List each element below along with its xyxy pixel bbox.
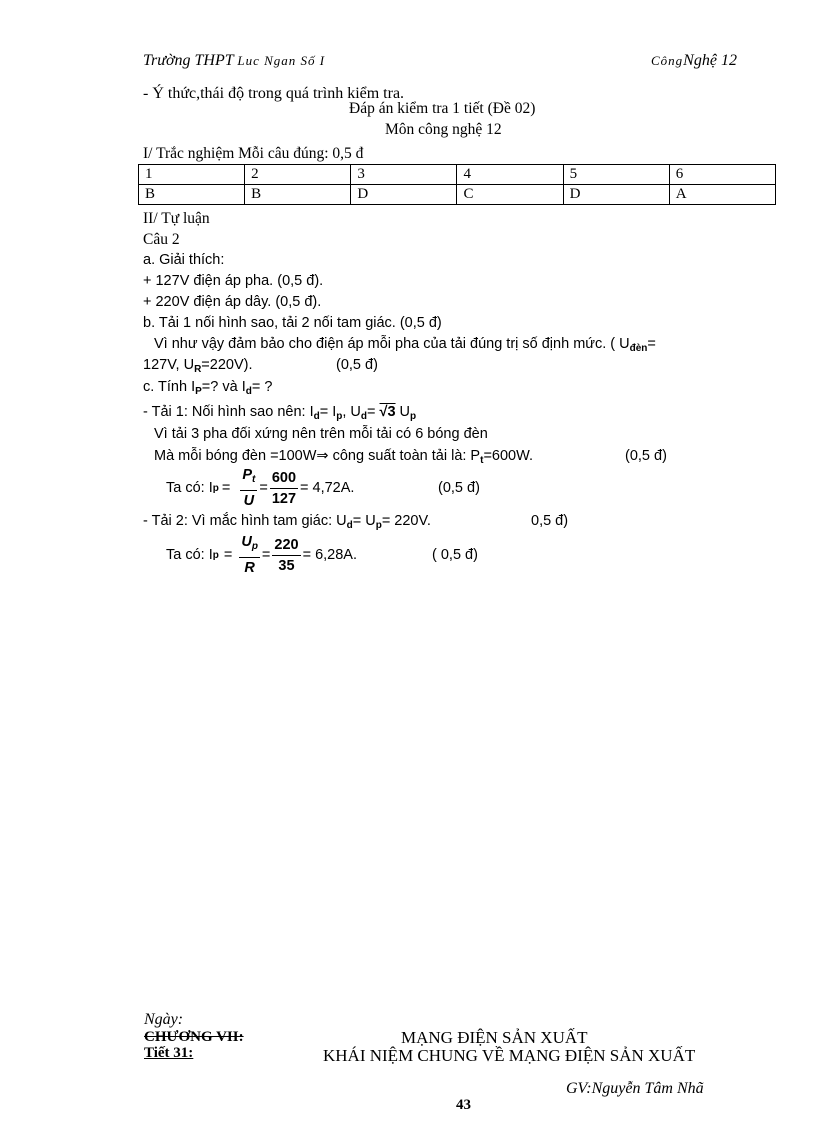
answer-table: [138, 164, 776, 205]
section-multiple-choice: I/ Trắc nghiệm Mỗi câu đúng: 0,5 đ: [143, 145, 364, 162]
subscript-p: p: [375, 520, 382, 531]
load1-text-c: , U: [342, 404, 361, 420]
fraction-numerator: 220: [272, 535, 300, 556]
ta-co-label: Ta có: I: [166, 480, 213, 496]
lesson-label: Tiết 31:: [144, 1045, 194, 1061]
ta-co-label: Ta có: I: [166, 547, 213, 563]
part-a-line1: + 127V điện áp pha. (0,5 đ).: [143, 273, 324, 289]
answer-key-title: Đáp án kiểm tra 1 tiết (Đề 02): [349, 100, 536, 117]
section-essay: II/ Tự luận: [143, 210, 210, 227]
part-b-score: (0,5 đ): [336, 357, 378, 373]
table-cell: A: [669, 185, 775, 205]
load2-text-c: = 220V.: [381, 513, 431, 529]
subscript-d: d: [245, 386, 252, 397]
header-subject-name: Nghệ 12: [683, 52, 737, 69]
formula-ip-load2: [166, 532, 357, 578]
header-school-name: Trường THPT: [143, 52, 234, 69]
header-school-suffix: Luc Ngan Số I: [237, 53, 326, 68]
part-a-label: a. Giải thích:: [143, 252, 225, 268]
equals-sign: =: [261, 547, 271, 563]
answer-key-subtitle: Môn công nghệ 12: [385, 121, 502, 138]
table-cell: D: [351, 185, 457, 205]
fraction-denominator: R: [244, 560, 255, 576]
part-b-line: b. Tải 1 nối hình sao, tải 2 nối tam giác. (0,5 đ): [143, 315, 442, 331]
table-cell: 2: [245, 165, 351, 185]
load2-text-a: - Tải 2: Vì mắc hình tam giác: U: [143, 513, 347, 529]
sqrt3-symbol: √3: [379, 404, 396, 420]
part-c-line: [143, 377, 272, 402]
fraction-up-over-r: [239, 532, 260, 578]
awareness-line: - Ý thức,thái độ trong quá trình kiểm tra.: [143, 85, 405, 102]
formula2-score: ( 0,5 đ): [432, 547, 478, 563]
header-subject-prefix: Công: [651, 53, 684, 68]
load1-line3-text: Mà mỗi bóng đèn =100W⇒ công suất toàn tải là: P: [154, 448, 481, 464]
lesson-title: KHÁI NIỆM CHUNG VỀ MẠNG ĐIỆN SẢN XUẤT: [323, 1046, 696, 1065]
fraction-pt-over-u: [240, 465, 257, 511]
header-subject: [651, 52, 737, 70]
fraction-numerator: [239, 532, 260, 558]
load1-line3-end: =600W.: [483, 448, 534, 464]
numerator-text: P: [242, 467, 252, 483]
subscript-t: t: [480, 455, 484, 466]
part-b-reason-text: Vì như vậy đảm bảo cho điện áp mỗi pha của tải đúng trị số định mức. ( U: [154, 336, 630, 352]
part-a-line2: + 220V điện áp dây. (0,5 đ).: [143, 294, 322, 310]
table-cell: B: [139, 185, 245, 205]
load1-line2: Vì tải 3 pha đối xứng nên trên mỗi tải có 6 bóng đèn: [154, 426, 488, 442]
table-cell: 3: [351, 165, 457, 185]
teacher-name: GV:Nguyễn Tâm Nhã: [566, 1080, 704, 1097]
subscript-den: đèn: [629, 343, 648, 354]
result-628: = 6,28A.: [302, 547, 358, 563]
fraction-numerator: 600: [270, 468, 298, 489]
load2-text-b: = U: [352, 513, 376, 529]
fraction-numerator: [240, 465, 257, 491]
fraction-denominator: 127: [271, 490, 297, 507]
chapter-title: MẠNG ĐIỆN SẢN XUẤT: [401, 1028, 588, 1047]
load1-text-e: U: [395, 404, 411, 420]
table-cell: 5: [563, 165, 669, 185]
table-cell: C: [457, 185, 563, 205]
question-label: Câu 2: [143, 231, 180, 248]
subscript-t: t: [252, 474, 256, 485]
fraction-220-over-35: [272, 535, 300, 576]
table-cell: D: [563, 185, 669, 205]
formula-ip-load1: [166, 466, 354, 510]
subscript-r: R: [194, 364, 202, 375]
subscript-p: p: [212, 482, 219, 494]
part-b-line2-text: 127V, U: [143, 357, 195, 373]
subscript-p: p: [212, 549, 219, 561]
fraction-denominator: U: [243, 493, 255, 509]
equals-sign: =: [221, 480, 231, 496]
part-c-text-a: c. Tính I: [143, 379, 196, 395]
equals-sign: =: [259, 480, 268, 496]
table-cell: 4: [457, 165, 563, 185]
subscript-p-upper: P: [195, 386, 202, 397]
chapter-label: CHƯƠNG VII:: [144, 1029, 244, 1045]
table-cell: B: [245, 185, 351, 205]
fraction-600-over-127: [270, 468, 298, 509]
subscript-p: p: [410, 411, 417, 422]
formula1-score: (0,5 đ): [438, 480, 480, 496]
part-b-reason-eq: =: [647, 336, 656, 352]
subscript-d: d: [346, 520, 353, 531]
subscript-p: p: [336, 411, 343, 422]
load1-text-b: = I: [319, 404, 337, 420]
date-label: Ngày:: [144, 1011, 184, 1028]
part-c-text-b: =? và I: [201, 379, 246, 395]
load2-score: 0,5 đ): [531, 513, 569, 529]
header-school: [143, 52, 325, 70]
subscript-d: d: [313, 411, 320, 422]
table-row-answers: [139, 185, 776, 205]
load1-score: (0,5 đ): [625, 448, 667, 464]
load1-text-a: - Tải 1: Nối hình sao nên: I: [143, 404, 314, 420]
fraction-denominator: 35: [278, 557, 295, 574]
table-cell: 1: [139, 165, 245, 185]
subscript-d: d: [360, 411, 367, 422]
table-row-numbers: [139, 165, 776, 185]
load1-text-d: =: [367, 404, 380, 420]
page-number: 43: [456, 1097, 471, 1113]
numerator-text: U: [241, 534, 252, 550]
table-cell: 6: [669, 165, 775, 185]
part-c-text-c: = ?: [251, 379, 273, 395]
subscript-p: p: [251, 541, 258, 552]
equals-sign: =: [223, 547, 233, 563]
part-b-line2-end: =220V).: [201, 357, 253, 373]
result-472: = 4,72A.: [300, 480, 355, 496]
